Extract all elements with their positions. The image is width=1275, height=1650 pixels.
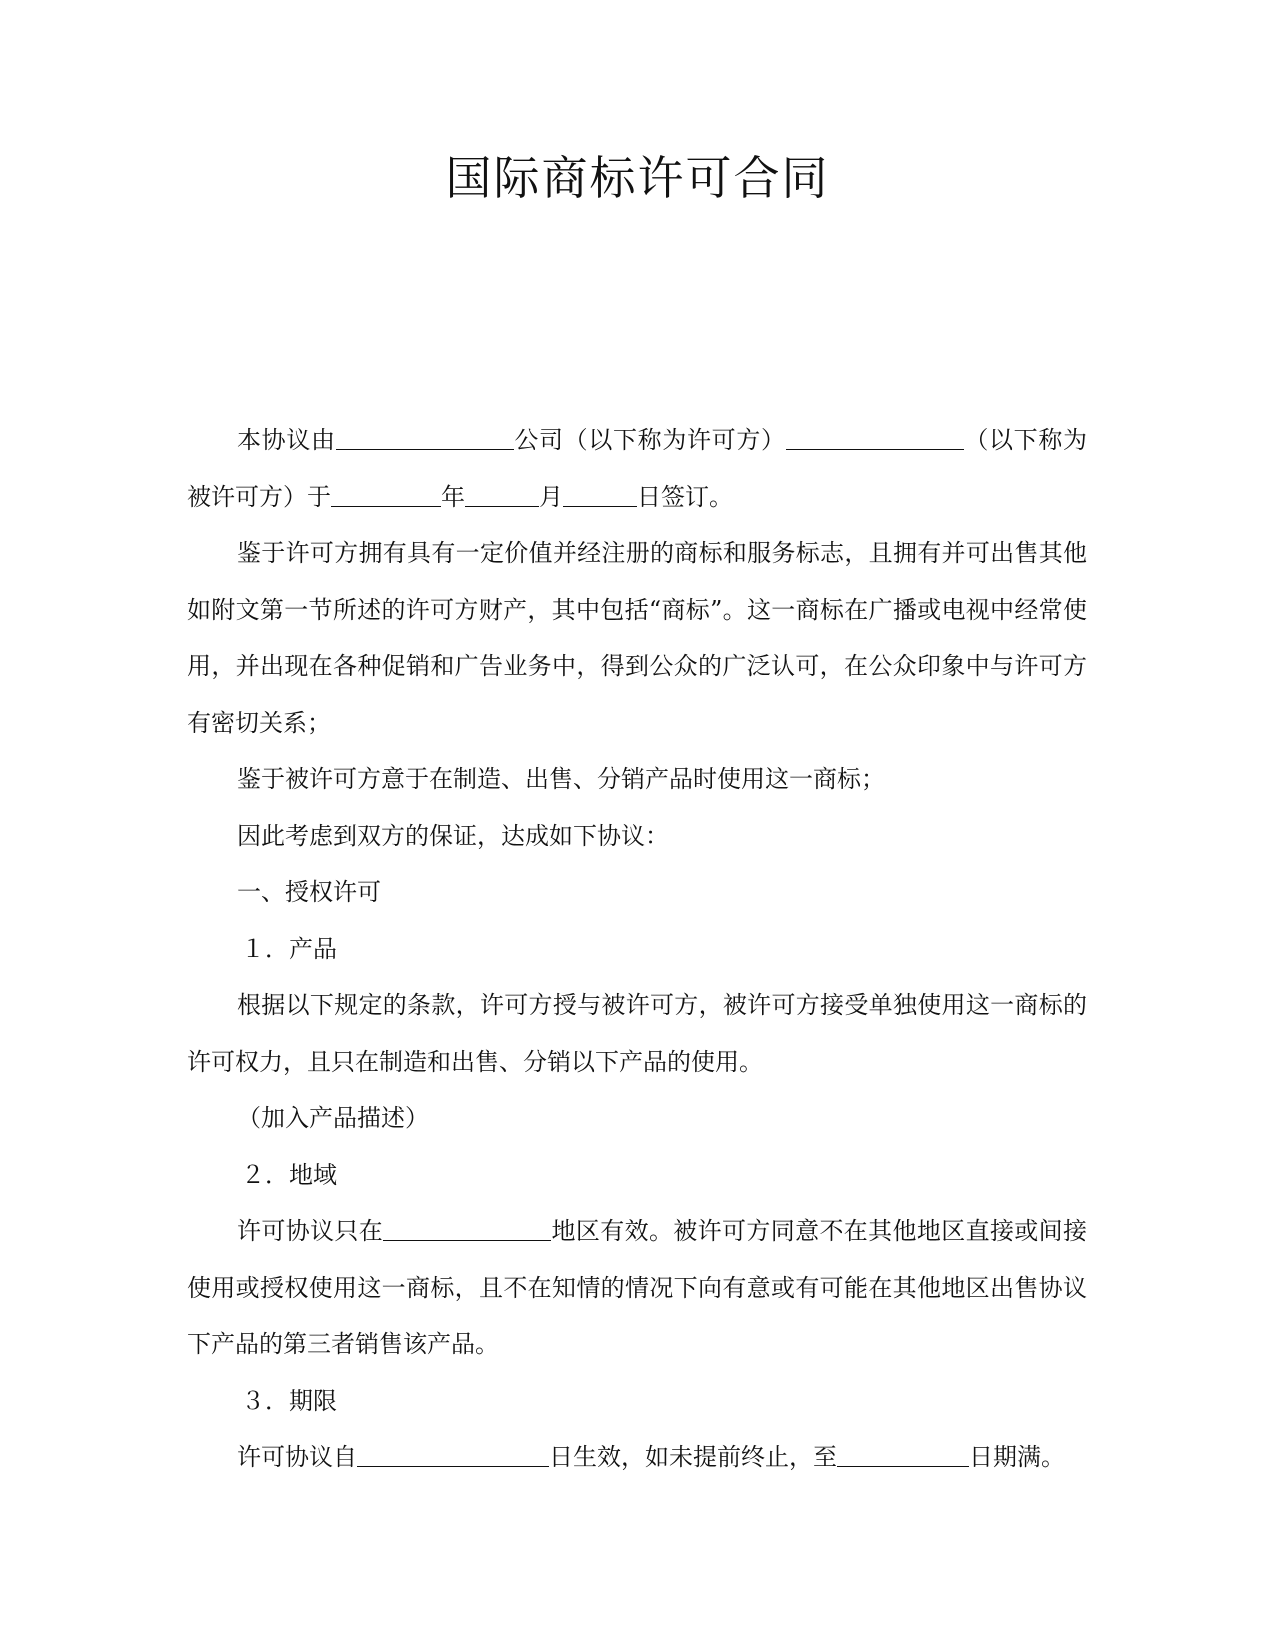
intro-text-6: 日签订。	[637, 482, 733, 511]
month-blank	[465, 482, 539, 507]
territory-text-2: 地区有效。被许可方同意不在其他地区直接或间接使用或授权使用这一商标，且不在知情的情况下向有意或有可能在其他地区出售协议下产品的第三者销售该产品。	[187, 1217, 1088, 1358]
term-text-3: 日期满。	[969, 1443, 1065, 1471]
intro-text-5: 月	[539, 482, 563, 511]
document-title: 国际商标许可合同	[445, 151, 830, 205]
territory-text-1: 许可协议只在	[237, 1217, 384, 1245]
territory-blank	[383, 1216, 551, 1241]
intro-text-3: （以下称为被许可方）于	[187, 426, 1088, 511]
document-body	[187, 412, 1087, 1486]
recital-paragraph-2: 鉴于被许可方意于在制造、出售、分销产品时使用这一商标；	[237, 765, 885, 793]
year-blank	[331, 482, 441, 507]
item-term-text	[187, 1429, 1087, 1486]
day-blank	[563, 482, 637, 507]
item-products-text: 根据以下规定的条款，许可方授与被许可方，被许可方接受单独使用这一商标的许可权力，且只在制造和出售、分销以下产品的使用。	[187, 991, 1087, 1076]
recital-paragraph-1: 鉴于许可方拥有具有一定价值并经注册的商标和服务标志，且拥有并可出售其他如附文第一节所述的许可方财产，其中包括“商标”。这一商标在广播或电视中经常使用，并出现在各种促销和广告业务中，得到公众的广泛认可，在公众印象中与许可方有密切关系；	[187, 539, 1087, 737]
licensor-name-blank	[336, 425, 514, 450]
end-date-blank	[837, 1442, 969, 1467]
item-heading-products: １．产品	[241, 934, 337, 963]
item-products-note: （加入产品描述）	[237, 1104, 429, 1132]
recital-paragraph-3: 因此考虑到双方的保证，达成如下协议：	[237, 821, 669, 850]
item-territory-text	[187, 1203, 1087, 1373]
intro-text-4: 年	[441, 482, 465, 511]
term-text-2: 日生效，如未提前终止，至	[549, 1443, 837, 1471]
start-date-blank	[357, 1442, 549, 1467]
intro-paragraph	[187, 412, 1087, 525]
intro-text-1: 本协议由	[237, 426, 336, 454]
item-heading-term: ３．期限	[241, 1386, 337, 1415]
term-text-1: 许可协议自	[237, 1443, 357, 1471]
intro-text-2: 公司（以下称为许可方）	[513, 426, 786, 454]
licensee-name-blank	[786, 425, 964, 450]
item-heading-territory: ２．地域	[241, 1160, 337, 1189]
section-heading-grant: 一、授权许可	[237, 878, 381, 906]
